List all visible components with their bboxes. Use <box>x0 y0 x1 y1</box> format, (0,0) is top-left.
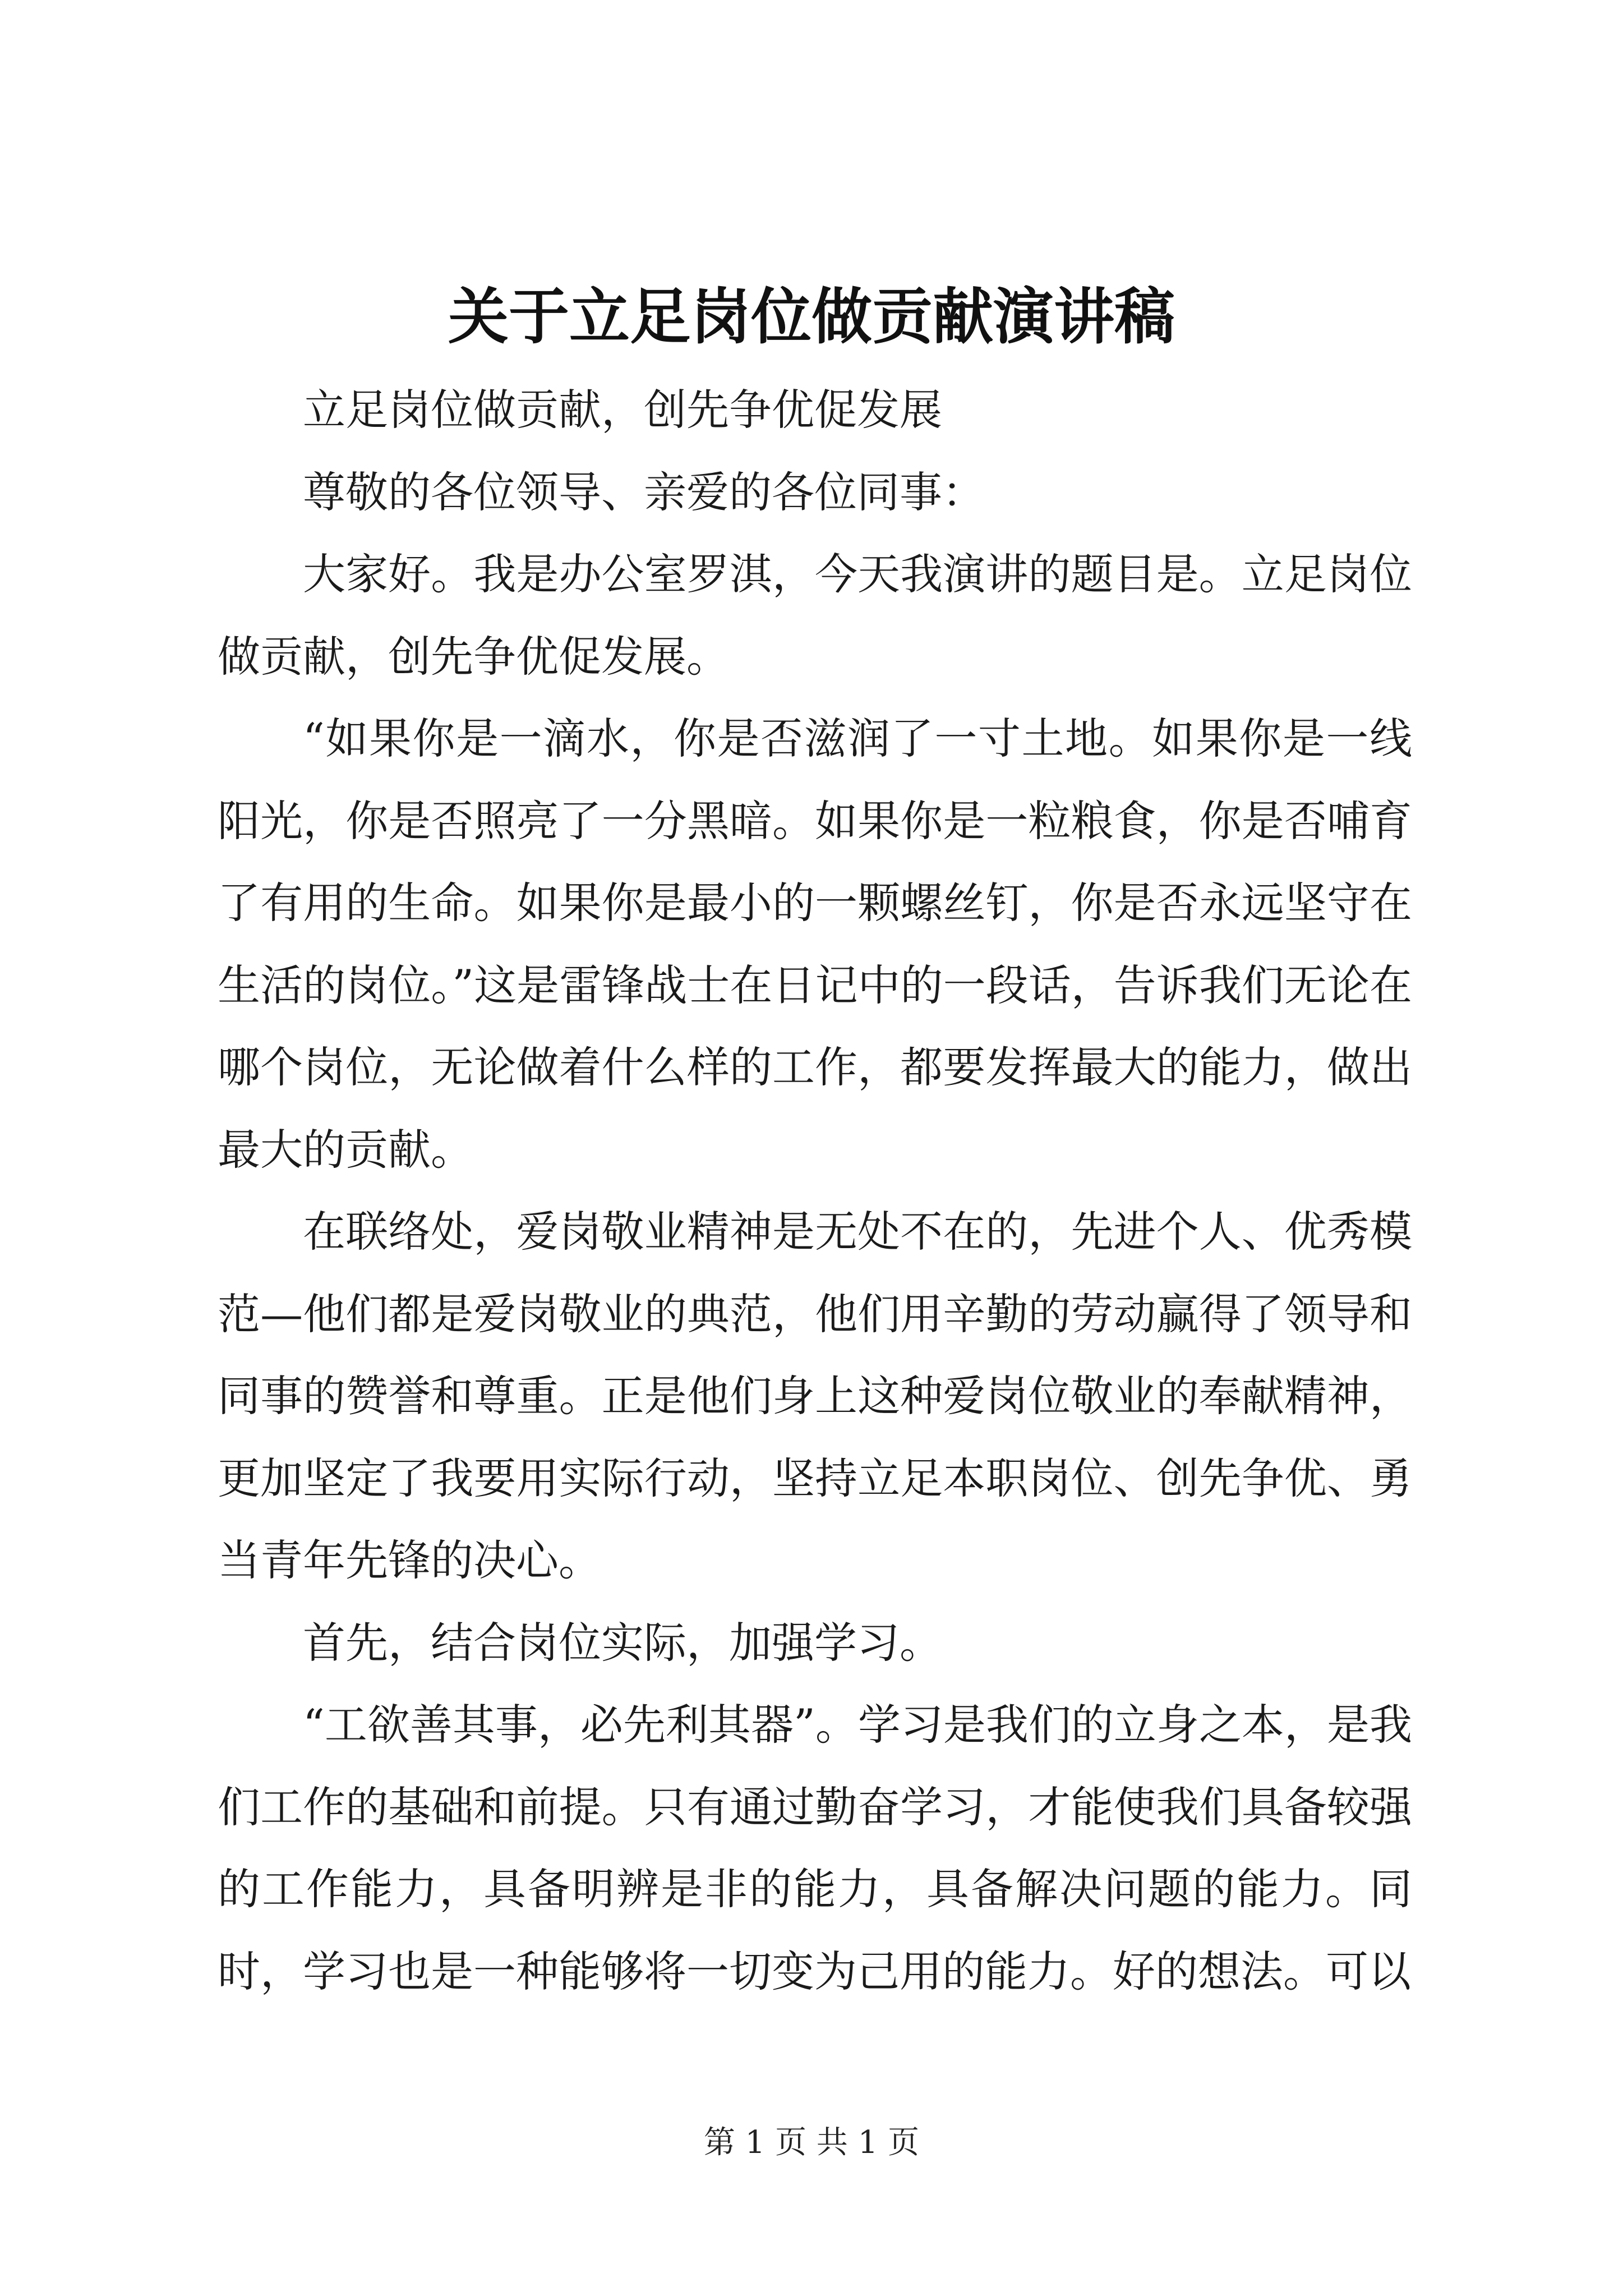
document-body <box>218 369 1412 2013</box>
body-paragraph: 在联络处，爱岗敬业精神是无处不在的，先进个人、优秀模范—他们都是爱岗敬业的典范，他们用辛勤的劳动赢得了领导和同事的赞誉和尊重。正是他们身上这种爱岗位敬业的奉献精神，更加坚定了我要用实际行动，坚持立足本职岗位、创先争优、勇当青年先锋的决心。 <box>218 1207 1412 1585</box>
body-paragraph: 大家好。我是办公室罗淇，今天我演讲的题目是。立足岗位做贡献，创先争优促发展。 <box>218 549 1412 682</box>
document-title: 关于立足岗位做贡献演讲稿 <box>448 282 1175 352</box>
body-paragraph: “工欲善其事，必先利其器”。学习是我们的立身之本，是我们工作的基础和前提。只有通过勤奋学习，才能使我们具备较强的工作能力，具备明辨是非的能力，具备解决问题的能力。同时，学习也是一种能够将一切变为己用的能力。好的想法。可以 <box>218 1700 1412 1996</box>
body-paragraph: “如果你是一滴水，你是否滋润了一寸土地。如果你是一线阳光，你是否照亮了一分黑暗。如果你是一粒粮食，你是否哺育了有用的生命。如果你是最小的一颗螺丝钉，你是否永远坚守在生活的岗位。”这是雷锋战士在日记中的一段话，告诉我们无论在哪个岗位，无论做着什么样的工作，都要发挥最大的能力，做出最大的贡献。 <box>218 714 1412 1175</box>
subtitle-paragraph: 立足岗位做贡献，创先争优促发展 <box>303 385 942 435</box>
body-paragraph: 首先，结合岗位实际，加强学习。 <box>303 1617 942 1668</box>
page-footer: 第 1 页 共 1 页 <box>703 2124 920 2161</box>
greeting-paragraph: 尊敬的各位领导、亲爱的各位同事： <box>303 467 985 517</box>
